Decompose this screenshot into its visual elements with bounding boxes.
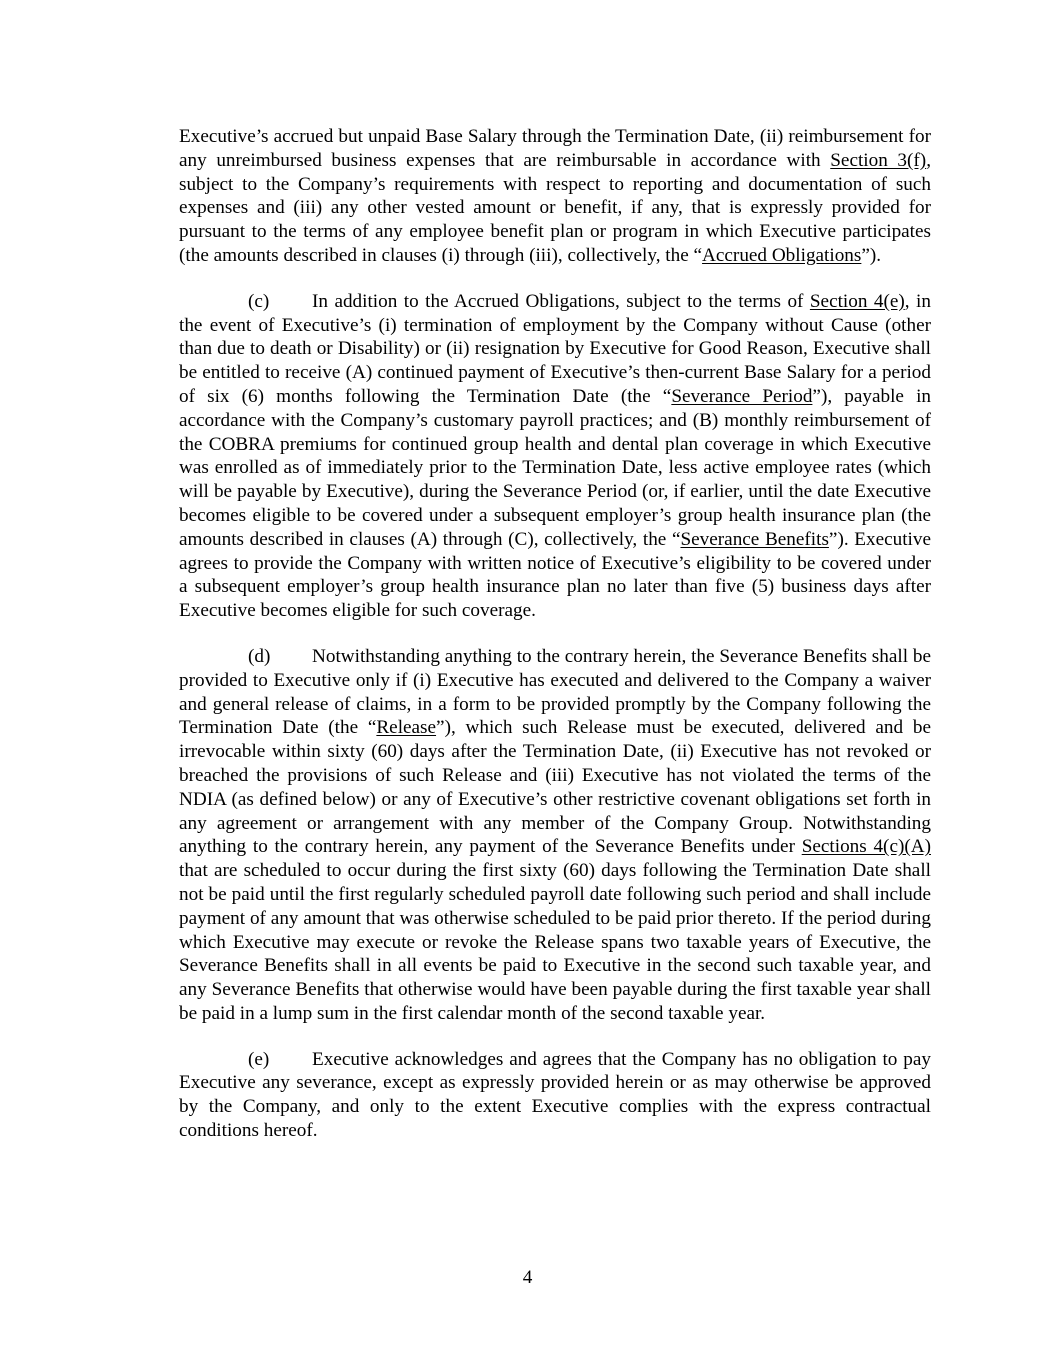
paragraph-text: that are scheduled to occur during the first sixty (60) days following the Termination Date shall not be paid until the first regularly scheduled payroll date following such period and shall include payment of any amount that was otherwise scheduled to be paid prior thereto. If the period during which Executive may execute or revoke the Release spans two taxable years of Executive, the Severance Benefits shall in all events be paid to Executive in the second such taxable year, and any Severance Benefits that otherwise would have been payable during the first taxable year shall be paid in a lump sum in the first calendar month of the second taxable year. — [179, 860, 931, 1024]
paragraph-text: Executive’s accrued but unpaid Base Salary through the Termination Date, (ii) reimbursement for any unreimbursed business expenses that are reimbursable in accordance with — [179, 126, 931, 171]
page-number: 4 — [522, 1267, 533, 1288]
paragraph-text: Executive acknowledges and agrees that the Company has no obligation to pay Executive any severance, except as expressly provided herein or as may otherwise be approved by the Company, and only to the extent Executive complies with the express contractual conditions hereof. — [179, 1048, 931, 1142]
defined-term: Release — [376, 717, 437, 739]
clause-label: (c) — [248, 290, 270, 312]
section-reference: Section 4(e) — [809, 290, 905, 312]
paragraph-text: Notwithstanding anything to the contrary herein, the Severance Benefits shall be provided to Executive only if (i) Executive has executed and delivered to the Company a waiver and general release of claims, in a form to be provided promptly by the Company following the Termination Date (the “ — [179, 645, 931, 739]
paragraph-text: ”), payable in accordance with the Company’s customary payroll practices; and (B) monthly reimbursement of the COBRA premiums for continued group health and dental plan coverage in which Executive was enrolled as of immediately prior to the Termination Date, less active employee rates (which will be payable by Executive), during the Severance Period (or, if earlier, until the date Executive becomes eligible to be covered under a subsequent employer’s group health insurance plan (the amounts described in clauses (A) through (C), collectively, the “ — [179, 385, 931, 550]
defined-term: Severance Period — [671, 385, 813, 407]
section-reference: Sections 4(c)(A) — [801, 836, 931, 858]
clause-label: (e) — [248, 1048, 270, 1070]
paragraph-text: ”). Executive agrees to provide the Company with written notice of Executive’s eligibility to be covered under a subsequent employer’s group health insurance plan no later than five (5) business days after Executive becomes eligible for such coverage. — [179, 528, 931, 622]
paragraph-e-acknowledgement — [179, 1048, 931, 1143]
paragraph-text: , in the event of Executive’s (i) termination of employment by the Company without Cause (other than due to death or Disability) or (ii) resignation by Executive for Good Reason, Executive shall be entitled to receive (A) continued payment of Executive’s then-current Base Salary for a period of six (6) months following the Termination Date (the “ — [179, 290, 931, 407]
clause-label: (d) — [248, 645, 271, 667]
defined-term: Severance Benefits — [680, 528, 829, 550]
paragraph-accrued-obligations — [179, 125, 931, 268]
paragraph-text: ”). — [861, 244, 882, 266]
document-page — [179, 125, 931, 1165]
defined-term: Accrued Obligations — [702, 244, 862, 266]
paragraph-text: In addition to the Accrued Obligations, subject to the terms of — [312, 290, 810, 312]
paragraph-c-severance — [179, 290, 931, 623]
paragraph-d-release — [179, 645, 931, 1026]
section-reference: Section 3(f) — [830, 149, 927, 171]
paragraph-text: , subject to the Company’s requirements with respect to reporting and documentation of such expenses and (iii) any other vested amount or benefit, if any, that is expressly provided for pursuant to the terms of any employee benefit plan or program in which Executive participates (the amounts described in clauses (i) through (iii), collectively, the “ — [179, 149, 931, 266]
paragraph-text: ”), which such Release must be executed, delivered and be irrevocable within sixty (60) days after the Termination Date, (ii) Executive has not revoked or breached the provisions of such Release and (iii) Executive has not violated the terms of the NDIA (as defined below) or any of Executive’s other restrictive covenant obligations set forth in any agreement or arrangement with any member of the Company Group. Notwithstanding anything to the contrary herein, any payment of the Severance Benefits under — [179, 717, 931, 858]
